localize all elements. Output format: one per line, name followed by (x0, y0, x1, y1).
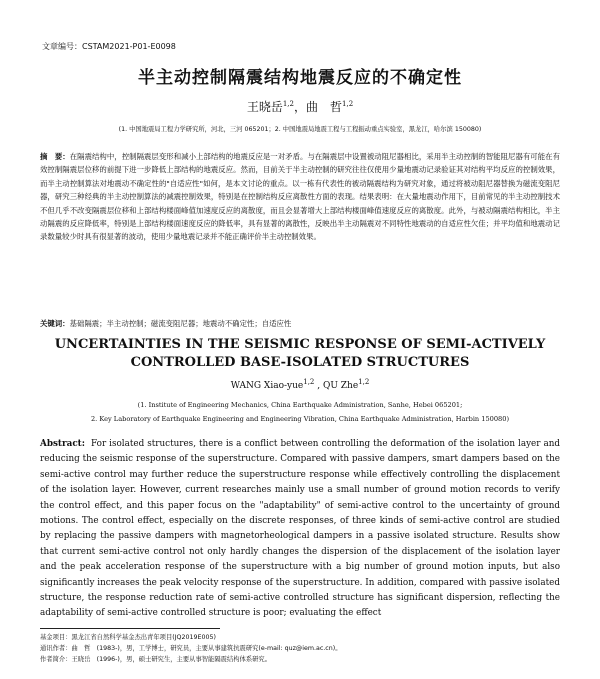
author-separator: ， (293, 100, 306, 114)
author-affiliation-mark: 1,2 (342, 100, 354, 108)
chinese-abstract-label: 摘 要： (40, 152, 70, 161)
chinese-abstract-text: 在隔震结构中，控制隔震层变形和减小上部结构的地震反应是一对矛盾。与在隔震层中设置被动阻尼器相比，采用半主动控制的智能阻尼器有可能在有效控制隔震层位移的前提下进一步降低上部结构的地震反应。然而，目前关于半主动控制的研究往往仅使用少量地震动记录验证其对结构平均反应的控制效果，而半主动控制算法对地震动不确定性的"自适应性"如何，是本文讨论的重点。以一栋有代表性的被动隔震结构为研究对象，通过将被动阻尼器替换为磁流变阻尼器，研究三种经典的半主动控制算法的减震控制效果，特别是在控制结构反应离散性方面的表现。结果表明：在大量地震动作用下，目前常见的半主动控制技术不但几乎不改变隔震层位移和上部结构楼面峰值加速度反应的离散度，而且会显著增大上部结构楼面峰值速度反应的离散度。此外，与被动隔震结构相比，半主动隔震的反应降低率，特别是上部结构楼面速度反应的降低率，具有显著的离散性，反映出半主动隔震对不同特性地震动的自适应性欠佳；并平均值和地震动记录数量较少时具有很显著的波动，使用少量地震记录并不能正确评价半主动控制效果。 (40, 152, 560, 242)
english-affiliation (0, 398, 600, 426)
chinese-keywords-text: 基础隔震；半主动控制；磁流变阻尼器；地震动不确定性；自适应性 (69, 319, 292, 328)
english-affiliation-line: (1. Institute of Engineering Mechanics, China Earthquake Administration, Sanhe, Hebei 065201; (137, 401, 463, 409)
article-id: 文章编号：CSTAM2021-P01-E0098 (42, 42, 176, 51)
english-title (0, 336, 600, 372)
chinese-abstract (40, 150, 560, 244)
chinese-affiliation: (1. 中国地震局工程力学研究所，河北，三河 065201；2. 中国地震局地震工程与工程振动重点实验室，黑龙江，哈尔滨 150080) (118, 126, 482, 133)
chinese-keywords (40, 318, 560, 329)
chinese-keywords-label: 关键词： (40, 319, 70, 328)
english-authors (0, 378, 600, 391)
footnotes (40, 632, 560, 665)
footnote-corresponding-author: 通讯作者：曲 哲 (1983-)，男，工学博士，研究员，主要从事建筑抗震研究(e-mail: quz@iem.ac.cn)。 (40, 645, 342, 652)
author-name: 曲 哲 (306, 100, 343, 114)
author-name: 王晓岳 (246, 100, 283, 114)
author-affiliation-mark: 1,2 (282, 100, 294, 108)
author-affiliation-mark: 1,2 (303, 378, 315, 386)
english-affiliation-line: 2. Key Laboratory of Earthquake Engineering and Engineering Vibration, China Earthquake Administration, Harbin 150080) (90, 415, 510, 423)
english-title-line: UNCERTAINTIES IN THE SEISMIC RESPONSE OF SEMI-ACTIVELY (54, 337, 546, 352)
english-title-line: CONTROLLED BASE-ISOLATED STRUCTURES (130, 355, 470, 370)
author-separator: , (314, 381, 323, 391)
english-abstract (40, 437, 560, 622)
footnote-divider (40, 628, 220, 629)
chinese-title: 半主动控制隔震结构地震反应的不确定性 (138, 68, 462, 88)
chinese-authors (0, 98, 600, 115)
footnote-author-bio: 作者简介：王晓岳 (1996-)，男，硕士研究生，主要从事智能隔震结构体系研究。 (40, 656, 272, 663)
english-abstract-text: For isolated structures, there is a conflict between controlling the deformation of the isolation layer and reducing the seismic response of the superstructure. Compared with passive dampers, smart dampers based on the semi-active control may further reduce the superstructure response while effectively controlling the displacement of the isolation layer. However, current researches mainly use a small number of ground motion records to verify the control effect, and this paper focus on the "adaptability" of semi-active control to the uncertainty of ground motions. The control effect, especially on the discrete responses, of three kinds of semi-active control are studied by replacing the passive dampers with magnetorheological dampers in a passive isolated structure. Results show that current semi-active control not only hardly changes the dispersion of the displacement of the isolation layer and the peak acceleration response of the superstructure with a big number of ground motion inputs, but also significantly increases the peak velocity response of the superstructure. In addition, compared with passive isolated structure, the response reduction rate of semi-active controlled structure has significant dispersion, reflecting the adaptability of semi-active controlled structure is poor; evaluating the effect (40, 439, 560, 619)
footnote-funding: 基金项目：黑龙江省自然科学基金杰出青年项目(JQ2019E005) (40, 634, 216, 641)
english-abstract-label: Abstract: (40, 439, 85, 449)
author-affiliation-mark: 1,2 (358, 378, 370, 386)
author-name: QU Zhe (322, 381, 359, 391)
author-name: WANG Xiao-yue (230, 381, 304, 391)
